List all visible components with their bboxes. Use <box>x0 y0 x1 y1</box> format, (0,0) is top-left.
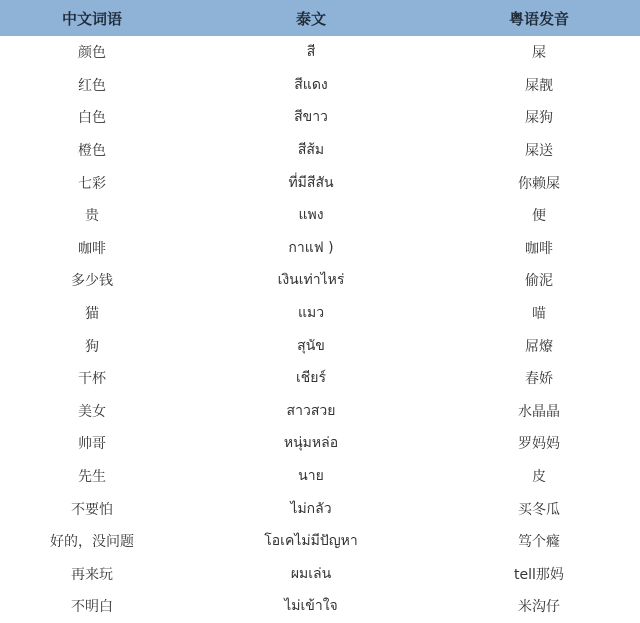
cell-chinese: 颜色 <box>78 45 106 62</box>
cell-chinese: 不明白 <box>71 599 113 616</box>
header-chinese: 中文词语 <box>61 9 122 28</box>
table-header <box>0 0 640 36</box>
cell-cantonese: 水晶晶 <box>518 403 560 420</box>
cell-cantonese: 罗妈妈 <box>518 436 560 453</box>
cell-thai: สี <box>306 44 316 61</box>
cell-chinese: 再来玩 <box>71 566 113 583</box>
cell-chinese: 橙色 <box>78 143 106 160</box>
cell-cantonese: 咖啡 <box>525 240 553 257</box>
cell-chinese: 帅哥 <box>78 436 106 453</box>
table-row <box>0 427 640 460</box>
table-row <box>0 232 640 265</box>
cell-chinese: 狗 <box>85 338 99 355</box>
cell-chinese: 白色 <box>78 110 106 127</box>
table-row <box>0 166 640 199</box>
table-row <box>0 297 640 330</box>
table-row <box>0 492 640 525</box>
cell-cantonese: 喵 <box>532 306 546 323</box>
cell-chinese: 红色 <box>78 77 106 94</box>
table-row <box>0 36 640 69</box>
cell-chinese: 贵 <box>85 208 99 225</box>
cell-cantonese: 皮 <box>532 469 546 486</box>
cell-chinese: 多少钱 <box>71 273 113 290</box>
cell-cantonese: tell那妈 <box>514 566 564 583</box>
cell-cantonese: 屎狗 <box>525 110 553 127</box>
cell-thai: สีแดง <box>294 76 328 93</box>
cell-cantonese: 你赖屎 <box>518 175 560 192</box>
table-row <box>0 329 640 362</box>
cell-chinese: 美女 <box>78 403 106 420</box>
table-row <box>0 69 640 102</box>
cell-thai: เชียร์ <box>295 370 326 387</box>
cell-chinese: 不要怕 <box>71 501 113 518</box>
cell-thai: สีส้ม <box>297 142 325 159</box>
cell-cantonese: 米沟仔 <box>518 599 560 616</box>
cell-thai: แพง <box>298 207 324 224</box>
table-row <box>0 134 640 167</box>
table-row <box>0 362 640 395</box>
cell-chinese: 七彩 <box>78 175 106 192</box>
cell-cantonese: 屎 <box>532 45 546 62</box>
cell-thai: กาแฟ ) <box>288 239 334 256</box>
cell-chinese: 干杯 <box>78 371 106 388</box>
header-cantonese: 粤语发音 <box>508 9 569 28</box>
cell-thai: โอเคไม่มีปัญหา <box>264 533 358 550</box>
cell-cantonese: 笃个癃 <box>518 534 560 551</box>
cell-cantonese: 屎靓 <box>525 77 553 94</box>
cell-thai: นาย <box>298 468 324 485</box>
cell-chinese: 猫 <box>85 306 99 323</box>
cell-chinese: 先生 <box>78 469 106 486</box>
table-body <box>0 36 640 623</box>
cell-cantonese: 春娇 <box>525 371 553 388</box>
table-row <box>0 264 640 297</box>
table-row <box>0 199 640 232</box>
cell-cantonese: 偷泥 <box>525 273 553 290</box>
table-row <box>0 395 640 428</box>
cell-thai: ไม่เข้าใจ <box>284 598 338 615</box>
table-row <box>0 525 640 558</box>
cell-cantonese: 便 <box>532 208 546 225</box>
cell-chinese: 咖啡 <box>78 240 106 257</box>
table-row <box>0 460 640 493</box>
cell-thai: ที่มีสีสัน <box>288 174 334 191</box>
header-thai: 泰文 <box>295 9 326 28</box>
cell-cantonese: 买冬瓜 <box>518 501 560 518</box>
cell-cantonese: 屎送 <box>525 143 553 160</box>
cell-thai: สีขาว <box>294 109 328 126</box>
cell-chinese: 好的，没问题 <box>50 534 134 551</box>
cell-thai: เงินเท่าไหร่ <box>277 272 345 289</box>
table-row <box>0 590 640 623</box>
cell-thai: สุนัข <box>297 337 325 354</box>
cell-cantonese: 屌爎 <box>525 338 553 355</box>
table-row <box>0 101 640 134</box>
table-row <box>0 558 640 591</box>
cell-thai: สาวสวย <box>286 402 336 419</box>
cell-thai: ผมเล่น <box>290 565 332 582</box>
cell-thai: แมว <box>297 305 325 322</box>
cell-thai: หนุ่มหล่อ <box>283 435 339 452</box>
cell-thai: ไม่กลัว <box>290 500 332 517</box>
